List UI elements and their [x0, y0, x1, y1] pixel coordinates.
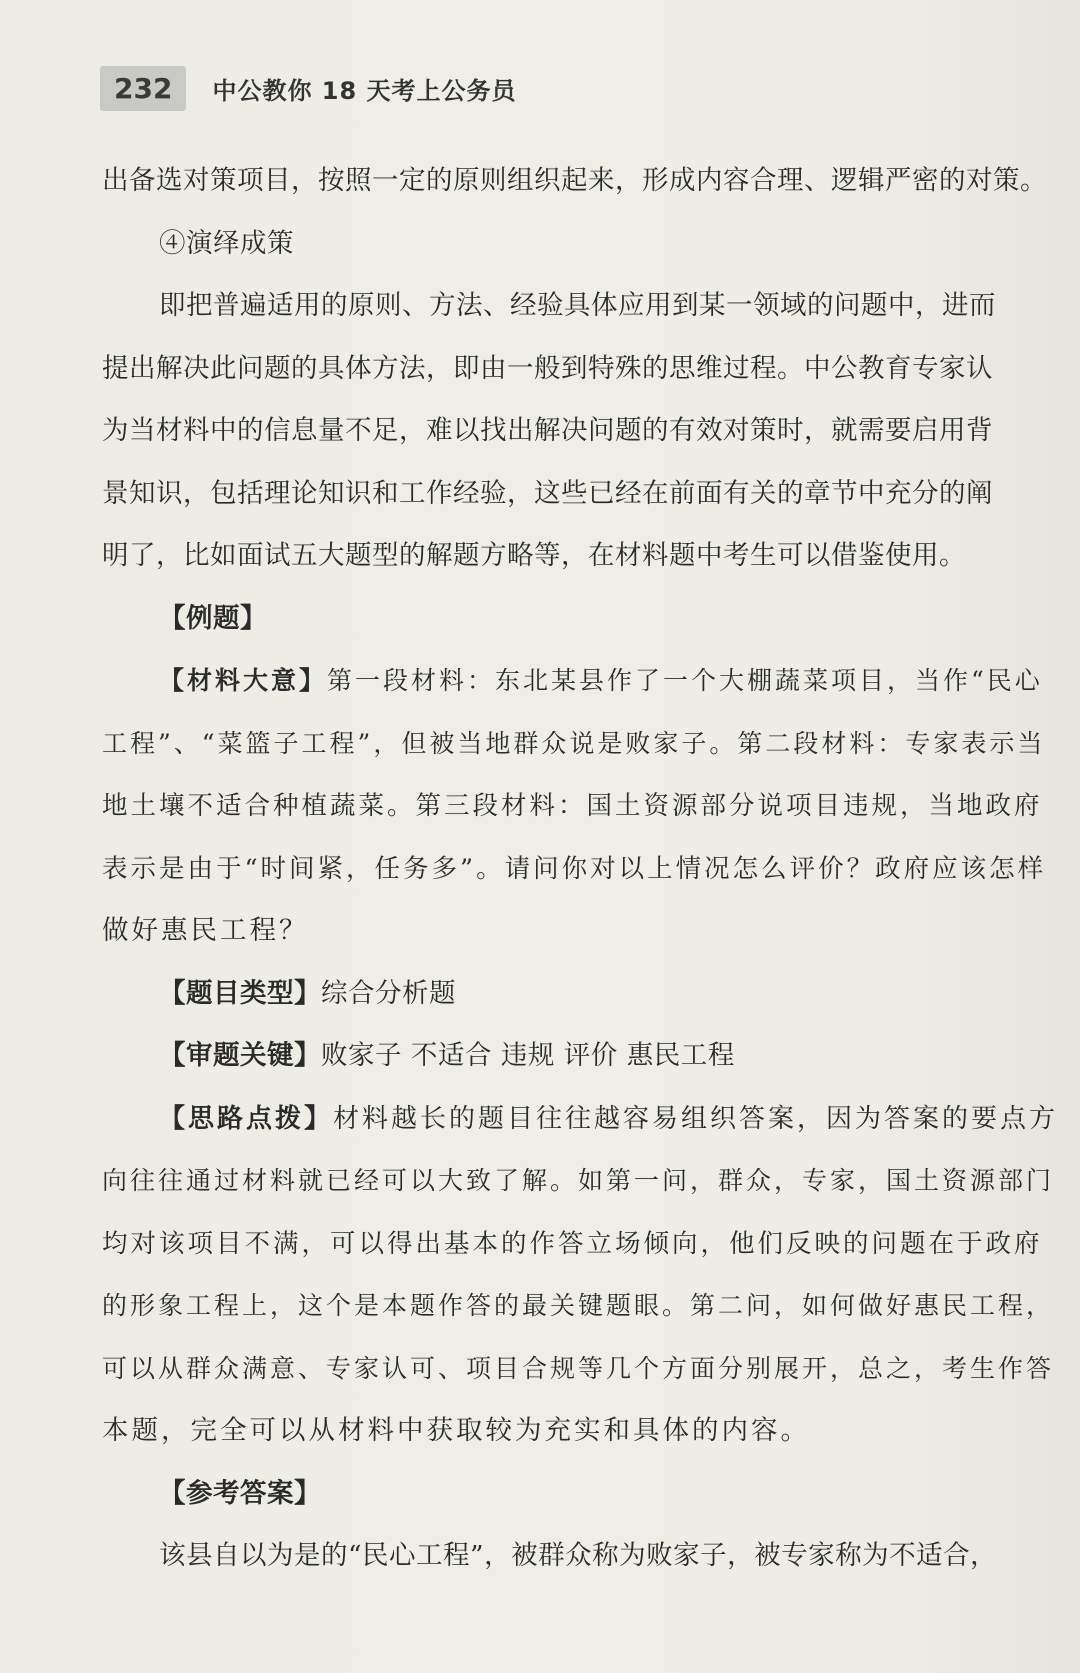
hint-line: 向往往通过材料就已经可以大致了解。如第一问，群众，专家，国土资源部门 — [102, 1166, 1055, 1195]
question-type-line — [102, 963, 1058, 1026]
body-line: 景知识，包括理论知识和工作经验，这些已经在前面有关的章节中充分的阐 — [102, 477, 993, 509]
section-heading-answer: 【参考答案】 — [159, 1477, 321, 1509]
material-line: 表示是由于“时间紧，任务多”。请问你对以上情况怎么评价？政府应该怎样 — [102, 853, 1047, 884]
material-line: 地土壤不适合种植蔬菜。第三段材料：国土资源部分说项目违规，当地政府 — [102, 791, 1043, 821]
page-body — [102, 150, 1058, 1588]
hint-line: 均对该项目不满，可以得出基本的作答立场倾向，他们反映的问题在于政府 — [102, 1228, 1043, 1259]
book-title: 中公教你 18 天考上公务员 — [212, 76, 517, 105]
material-line: 工程”、“菜篮子工程”，但被当地群众说是败家子。第二段材料：专家表示当 — [102, 728, 1046, 758]
material-summary-line — [102, 650, 1058, 713]
body-line: 提出解决此问题的具体方法，即由一般到特殊的思维过程。中公教育专家认 — [102, 352, 993, 384]
label-question-type: 【题目类型】 — [159, 977, 321, 1009]
body-line: 即把普遍适用的原则、方法、经验具体应用到某一领域的问题中，进而 — [159, 290, 996, 321]
body-line: 出备选对策项目，按照一定的原则组织起来，形成内容合理、逻辑严密的对策。 — [102, 165, 1047, 196]
hint-line — [102, 1088, 1058, 1151]
material-text: 第一段材料：东北某县作了一个大棚蔬菜项目，当作“民心 — [327, 666, 1043, 695]
page-number: 232 — [100, 66, 186, 111]
answer-line: 该县自以为是的“民心工程”，被群众称为败家子，被专家称为不适合， — [159, 1540, 998, 1571]
hint-line: 的形象工程上，这个是本题作答的最关键题眼。第二问，如何做好惠民工程， — [102, 1291, 1055, 1320]
section-heading-example: 【例题】 — [159, 602, 267, 634]
hint-text: 材料越长的题目往往越容易组织答案，因为答案的要点方 — [333, 1103, 1059, 1134]
body-line: 明了，比如面试五大题型的解题方略等，在材料题中考生可以借鉴使用。 — [102, 540, 966, 571]
hint-line: 本题，完全可以从材料中获取较为充实和具体的内容。 — [102, 1415, 810, 1446]
label-key-points: 【审题关键】 — [159, 1040, 321, 1071]
key-points-text: 败家子 不适合 违规 评价 惠民工程 — [321, 1040, 735, 1071]
key-points-line — [102, 1025, 1058, 1088]
label-hint: 【思路点拨】 — [159, 1103, 334, 1134]
material-line: 做好惠民工程？ — [102, 915, 309, 946]
label-material-summary: 【材料大意】 — [159, 666, 328, 695]
subheading: ④演绎成策 — [159, 227, 294, 259]
hint-line: 可以从群众满意、专家认可、项目合规等几个方面分别展开，总之，考生作答 — [102, 1353, 1055, 1383]
page-header — [100, 64, 517, 112]
question-type-text: 综合分析题 — [321, 977, 456, 1009]
body-line: 为当材料中的信息量不足，难以找出解决问题的有效对策时，就需要启用背 — [102, 415, 993, 446]
